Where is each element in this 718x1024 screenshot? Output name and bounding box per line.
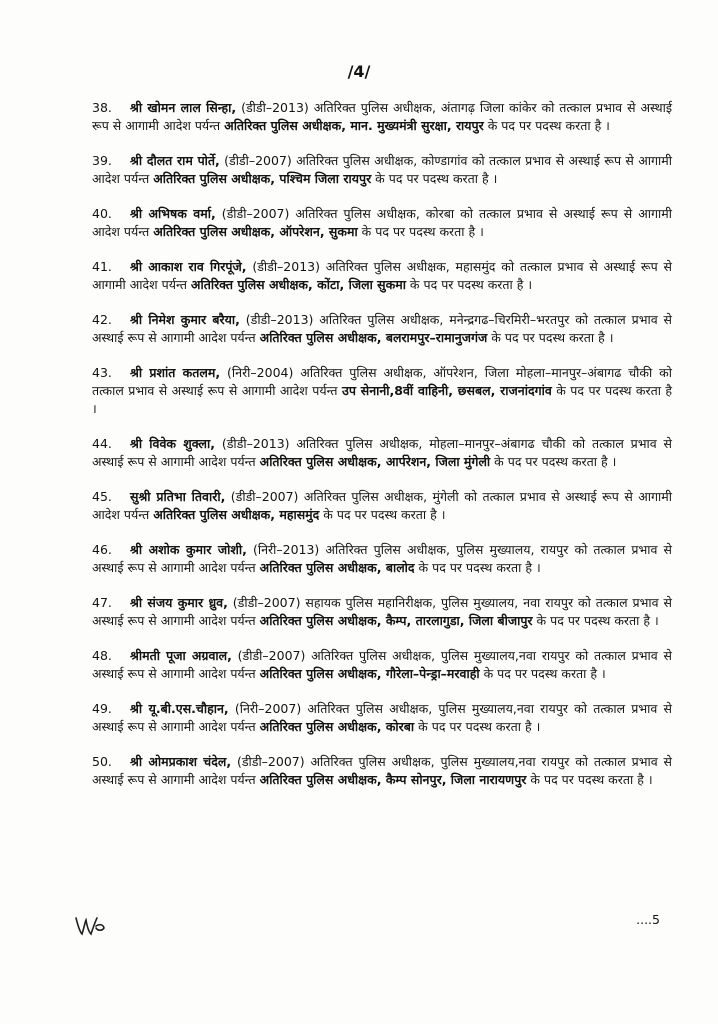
entry-text: (डीडी–2007) अतिरिक्त पुलिस अधीक्षक, पुलिस मुख्यालय,नवा रायपुर को तत्काल प्रभाव से अस्थाई रूप से आगामी आदेश पर्यन्त [92, 753, 672, 787]
continued-marker: ....5 [636, 912, 660, 927]
order-entry [92, 700, 672, 736]
order-entry [92, 311, 672, 347]
new-posting: अतिरिक्त पुलिस अधीक्षक, गौरेला–पेन्ड्रा–मरवाही [259, 665, 480, 681]
officer-name: श्री ओमप्रकाश चंदेल, [130, 753, 232, 769]
entry-suffix: के पद पर पदस्थ करता है । [371, 170, 498, 186]
entry-text: (डीडी–2007) अतिरिक्त पुलिस अधीक्षक, मुंगेली को तत्काल प्रभाव से अस्थाई रूप से आगामी आदेश पर्यन्त [92, 488, 672, 522]
order-entry [92, 594, 672, 630]
entry-number: 41. [92, 258, 112, 274]
new-posting: अतिरिक्त पुलिस अधीक्षक, ऑपरेशन, सुकमा [153, 223, 358, 239]
new-posting: अतिरिक्त पुलिस अधीक्षक, आर्परेशन, जिला मुंगेली [259, 453, 491, 469]
entry-text: (डीडी–2013) अतिरिक्त पुलिस अधीक्षक, मनेन्द्रगढ–चिरमिरी–भरतपुर को तत्काल प्रभाव से अस्थाई रूप से आगामी आदेश पर्यन्त [92, 311, 672, 345]
new-posting: अतिरिक्त पुलिस अधीक्षक, कैम्प, तारलागुडा, जिला बीजापुर [259, 612, 533, 628]
entry-text: (डीडी–2007) अतिरिक्त पुलिस अधीक्षक, पुलिस मुख्यालय,नवा रायपुर को तत्काल प्रभाव से अस्थाई रूप से आगामी आदेश पर्यन्त [92, 647, 672, 681]
entry-number: 45. [92, 488, 112, 504]
entry-number: 40. [92, 205, 112, 221]
officer-name: श्रीमती पूजा अग्रवाल, [130, 647, 232, 663]
entry-number: 49. [92, 700, 112, 716]
entry-text: (डीडी–2013) अतिरिक्त पुलिस अधीक्षक, महासमुंद को तत्काल प्रभाव से अस्थाई रूप से आगामी आदेश पर्यन्त [92, 258, 672, 292]
entry-text: (डीडी–2013) अतिरिक्त पुलिस अधीक्षक, अंतागढ़ जिला कांकेर को तत्काल प्रभाव से अस्थाई रूप से आगामी आदेश पर्यन्त [92, 99, 672, 133]
order-entry [92, 541, 672, 577]
officer-name: श्री आकाश राव गिरपूंजे, [130, 258, 247, 274]
initials-signature [74, 912, 106, 938]
entry-number: 50. [92, 753, 112, 769]
entry-number: 46. [92, 541, 112, 557]
entry-text: (निरी–2007) अतिरिक्त पुलिस अधीक्षक, पुलिस मुख्यालय,नवा रायपुर को तत्काल प्रभाव से अस्थाई रूप से आगामी आदेश पर्यन्त [92, 700, 672, 734]
entry-suffix: के पद पर पदस्थ करता है । [319, 506, 446, 522]
entry-text: (डीडी–2007) सहायक पुलिस महानिरीक्षक, पुलिस मुख्यालय, नवा रायपुर को तत्काल प्रभाव से अस्थाई रूप से आगामी आदेश पर्यन्त [92, 594, 672, 628]
entry-number: 42. [92, 311, 112, 327]
new-posting: अतिरिक्त पुलिस अधीक्षक, कोरबा [259, 718, 415, 734]
order-entry [92, 488, 672, 524]
officer-name: सुश्री प्रतिभा तिवारी, [130, 488, 226, 504]
new-posting: अतिरिक्त पुलिस अधीक्षक, बालोद [259, 559, 415, 575]
officer-name: श्री निमेश कुमार बरैया, [130, 311, 240, 327]
officer-name: श्री खोमन लाल सिन्हा, [130, 99, 237, 115]
order-entry [92, 647, 672, 683]
new-posting: अतिरिक्त पुलिस अधीक्षक, बलरामपुर–रामानुजगंज [259, 329, 488, 345]
entry-suffix: के पद पर पदस्थ करता है । [526, 771, 653, 787]
officer-name: श्री अशोक कुमार जोशी, [130, 541, 247, 557]
entry-text: (निरी–2004) अतिरिक्त पुलिस अधीक्षक, ऑपरेशन, जिला मोहला–मानपुर–अंबागढ चौकी को तत्काल प्रभाव से अस्थाई रूप से आगामी आदेश पर्यन्त [92, 364, 672, 398]
entry-suffix: के पद पर पदस्थ करता है । [357, 223, 484, 239]
entry-number: 39. [92, 152, 112, 168]
new-posting: अतिरिक्त पुलिस अधीक्षक, कैम्प सोनपुर, जिला नारायणपुर [259, 771, 527, 787]
entry-suffix: के पद पर पदस्थ करता है । [490, 453, 617, 469]
entry-suffix: के पद पर पदस्थ करता है । [405, 276, 533, 292]
order-entry [92, 753, 672, 789]
officer-name: श्री यू.बी.एस.चौहान, [130, 700, 229, 716]
entry-suffix: के पद पर पदस्थ करता है । [92, 382, 672, 416]
entry-text: (डीडी–2007) अतिरिक्त पुलिस अधीक्षक, कोरबा को तत्काल प्रभाव से अस्थाई रूप से आगामी आदेश पर्यन्त [92, 205, 673, 239]
order-entries [92, 86, 672, 806]
entry-suffix: के पद पर पदस्थ करता है । [414, 718, 541, 734]
new-posting: अतिरिक्त पुलिस अधीक्षक, कोंटा, जिला सुकमा [190, 276, 406, 292]
entry-number: 48. [92, 647, 112, 663]
entry-number: 47. [92, 594, 112, 610]
order-entry [92, 258, 672, 294]
entry-text: (निरी–2013) अतिरिक्त पुलिस अधीक्षक, पुलिस मुख्यालय, रायपुर को तत्काल प्रभाव से अस्थाई रूप से आगामी आदेश पर्यन्त [92, 541, 672, 575]
entry-suffix: के पद पर पदस्थ करता है । [532, 612, 659, 628]
officer-name: श्री अभिषक वर्मा, [130, 205, 216, 221]
order-entry [92, 435, 672, 471]
entry-text: (डीडी–2013) अतिरिक्त पुलिस अधीक्षक, मोहला–मानपुर–अंबागढ चौकी को तत्काल प्रभाव से अस्थाई रूप से आगामी आदेश पर्यन्त [92, 435, 672, 469]
officer-name: श्री दौलत राम पोर्ते, [130, 152, 220, 168]
officer-name: श्री संजय कुमार ध्रुव, [130, 594, 228, 610]
entry-suffix: के पद पर पदस्थ करता है । [414, 559, 541, 575]
order-entry [92, 152, 672, 188]
entry-suffix: के पद पर पदस्थ करता है । [487, 329, 614, 345]
new-posting: अतिरिक्त पुलिस अधीक्षक, महासमुंद [153, 506, 320, 522]
new-posting: अतिरिक्त पुलिस अधीक्षक, मान. मुख्यमंत्री सुरक्षा, रायपुर [224, 117, 484, 133]
entry-number: 38. [92, 99, 112, 115]
entry-number: 43. [92, 364, 112, 380]
new-posting: उप सेनानी,8वीं वाहिनी, छसबल, राजनांदगांव [341, 382, 552, 398]
page-number: /4/ [347, 62, 371, 81]
entry-suffix: के पद पर पदस्थ करता है । [483, 117, 610, 133]
entry-text: (डीडी–2007) अतिरिक्त पुलिस अधीक्षक, कोण्डागांव को तत्काल प्रभाव से अस्थाई रूप से आगामी आदेश पर्यन्त [92, 152, 672, 186]
officer-name: श्री विवेक शुक्ला, [130, 435, 216, 451]
order-entry [92, 364, 672, 418]
entry-suffix: के पद पर पदस्थ करता है । [479, 665, 606, 681]
order-entry [92, 205, 672, 241]
order-entry [92, 99, 672, 135]
new-posting: अतिरिक्त पुलिस अधीक्षक, पश्चिम जिला रायपुर [153, 170, 372, 186]
entry-number: 44. [92, 435, 112, 451]
officer-name: श्री प्रशांत कतलम, [130, 364, 221, 380]
